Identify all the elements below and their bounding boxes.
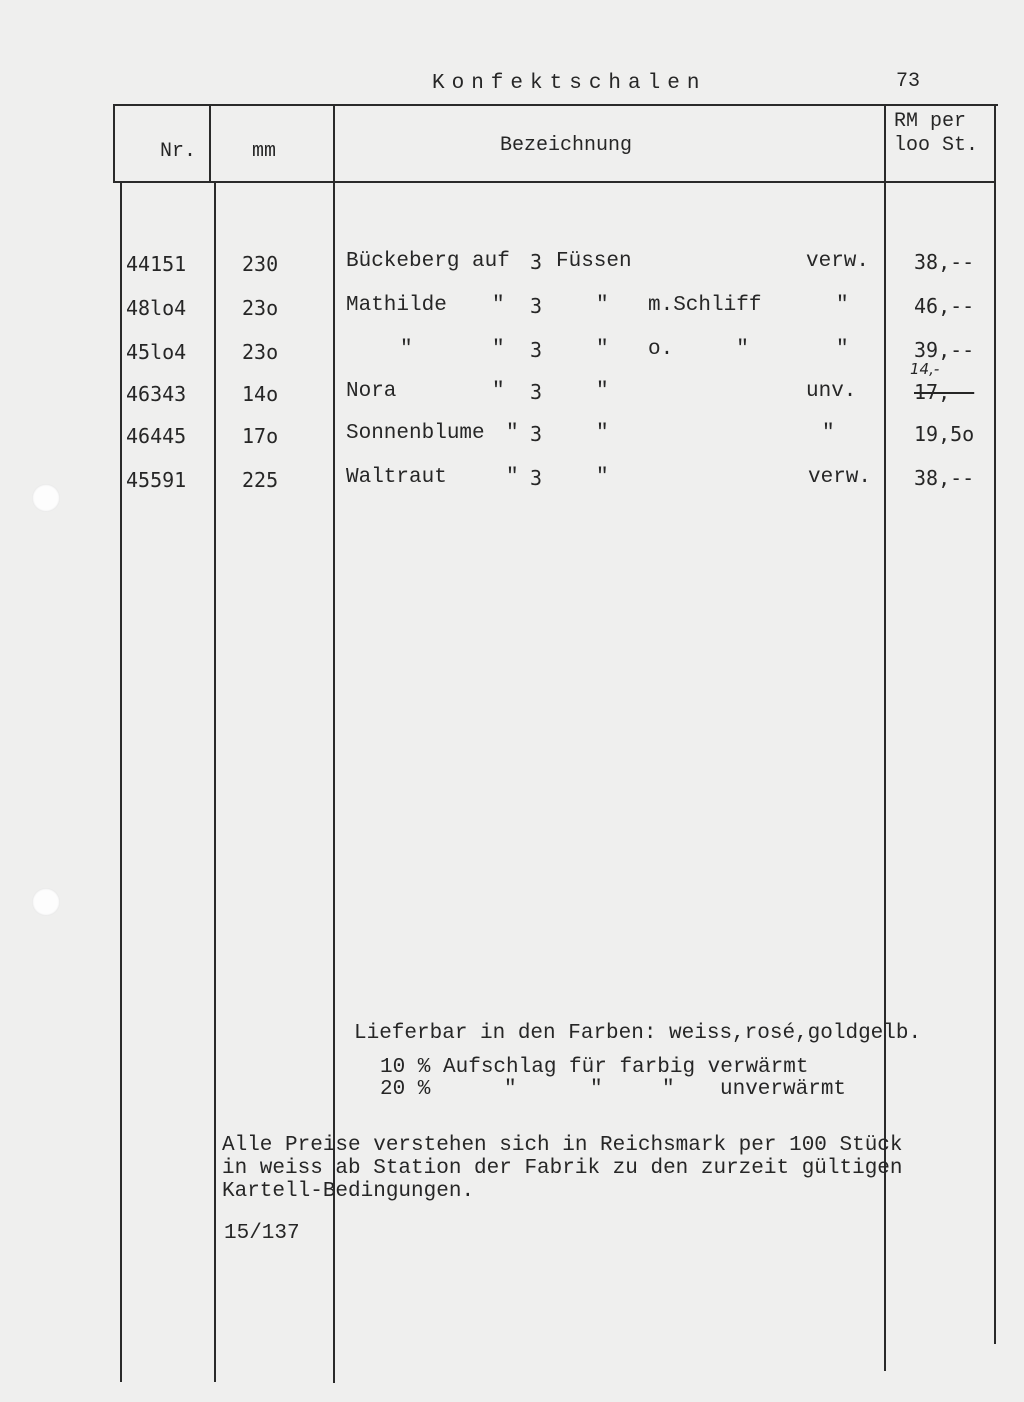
surcharge-unwarm-ditto-3: " — [662, 1078, 675, 1101]
row1-finish: verw. — [806, 250, 870, 273]
surcharge-unwarm-pct: 20 % — [380, 1078, 431, 1101]
row4-price: 17,-- — [914, 380, 975, 404]
row4-qty: 3 — [530, 380, 543, 404]
surcharge-unwarm-ditto-1: " — [504, 1078, 517, 1101]
row1-qty: 3 — [530, 250, 543, 274]
row1-nr: 44151 — [126, 252, 187, 276]
column-rule-desc — [884, 104, 886, 1371]
row5-qty: 3 — [530, 422, 543, 446]
row3-ditto: " — [492, 338, 505, 361]
row5-feet: " — [596, 422, 609, 445]
row6-mm: 225 — [242, 468, 279, 492]
row2-feet: " — [596, 294, 609, 317]
column-rule-nr-body — [214, 181, 216, 1382]
row2-ditto: " — [492, 294, 505, 317]
header-mm: mm — [252, 140, 277, 163]
row2-nr: 48lo4 — [126, 296, 187, 320]
row3-qty: 3 — [530, 338, 543, 362]
row3-nr: 45lo4 — [126, 340, 187, 364]
row5-finish: " — [822, 422, 835, 445]
surcharge-unwarm-text: unverwärmt — [720, 1078, 847, 1101]
page-title: Konfektschalen — [432, 72, 707, 95]
column-rule-left — [113, 104, 115, 183]
terms-line-1: Alle Preise verstehen sich in Reichsmark per 100 Stück — [222, 1134, 903, 1157]
column-rule-nr — [209, 104, 211, 183]
row2-price: 46,-- — [914, 294, 975, 318]
header-bezeichnung: Bezeichnung — [500, 134, 633, 157]
row6-price: 38,-- — [914, 466, 975, 490]
surcharge-unwarm-ditto-2: " — [590, 1078, 603, 1101]
punch-hole-top — [32, 484, 60, 512]
row2-finish: " — [836, 294, 849, 317]
row6-qty: 3 — [530, 466, 543, 490]
row4-ditto: " — [492, 380, 505, 403]
row1-name: Bückeberg auf — [346, 250, 510, 273]
colors-note: Lieferbar in den Farben: weiss,rosé,goldgelb. — [354, 1022, 922, 1045]
row2-mm: 23o — [242, 296, 279, 320]
row6-ditto: " — [506, 466, 519, 489]
table-header-rule — [113, 181, 995, 183]
row5-nr: 46445 — [126, 424, 187, 448]
row3-feet: " — [596, 338, 609, 361]
row6-finish: verw. — [808, 466, 872, 489]
row6-nr: 45591 — [126, 468, 187, 492]
punch-hole-bottom — [32, 888, 60, 916]
page-number: 73 — [896, 70, 921, 93]
table-top-rule — [113, 104, 998, 106]
row2-name: Mathilde — [346, 294, 447, 317]
row4-feet: " — [596, 380, 609, 403]
terms-line-3: Kartell-Bedingungen. — [222, 1180, 475, 1203]
surcharge-warm: 10 % Aufschlag für farbig verwärmt — [380, 1056, 809, 1079]
row3-extra: o. " — [648, 338, 749, 361]
header-nr: Nr. — [160, 140, 197, 163]
row5-ditto: " — [506, 422, 519, 445]
terms-line-2: in weiss ab Station der Fabrik zu den zurzeit gültigen — [222, 1157, 903, 1180]
row3-finish: " — [836, 338, 849, 361]
row4-name: Nora — [346, 380, 397, 403]
row5-price: 19,5o — [914, 422, 975, 446]
row4-nr: 46343 — [126, 382, 187, 406]
row5-name: Sonnenblume — [346, 422, 485, 445]
row1-price: 38,-- — [914, 250, 975, 274]
row2-extra: m.Schliff — [648, 294, 762, 317]
row3-name: " — [400, 338, 413, 361]
row6-name: Waltraut — [346, 466, 447, 489]
row3-mm: 23o — [242, 340, 279, 364]
row4-finish: unv. — [806, 380, 857, 403]
row4-price-correction: 14,- — [910, 360, 940, 378]
row4-mm: 14o — [242, 382, 279, 406]
row1-mm: 230 — [242, 252, 279, 276]
row3-price: 39,-- — [914, 338, 975, 362]
header-price-line2: loo St. — [894, 134, 979, 157]
row5-mm: 17o — [242, 424, 279, 448]
header-price-line1: RM per — [894, 110, 967, 133]
column-rule-left-body — [120, 181, 122, 1382]
row6-feet: " — [596, 466, 609, 489]
row2-qty: 3 — [530, 294, 543, 318]
column-rule-right — [994, 104, 996, 1344]
row1-feet: Füssen — [556, 250, 632, 273]
reference-number: 15/137 — [224, 1222, 300, 1245]
